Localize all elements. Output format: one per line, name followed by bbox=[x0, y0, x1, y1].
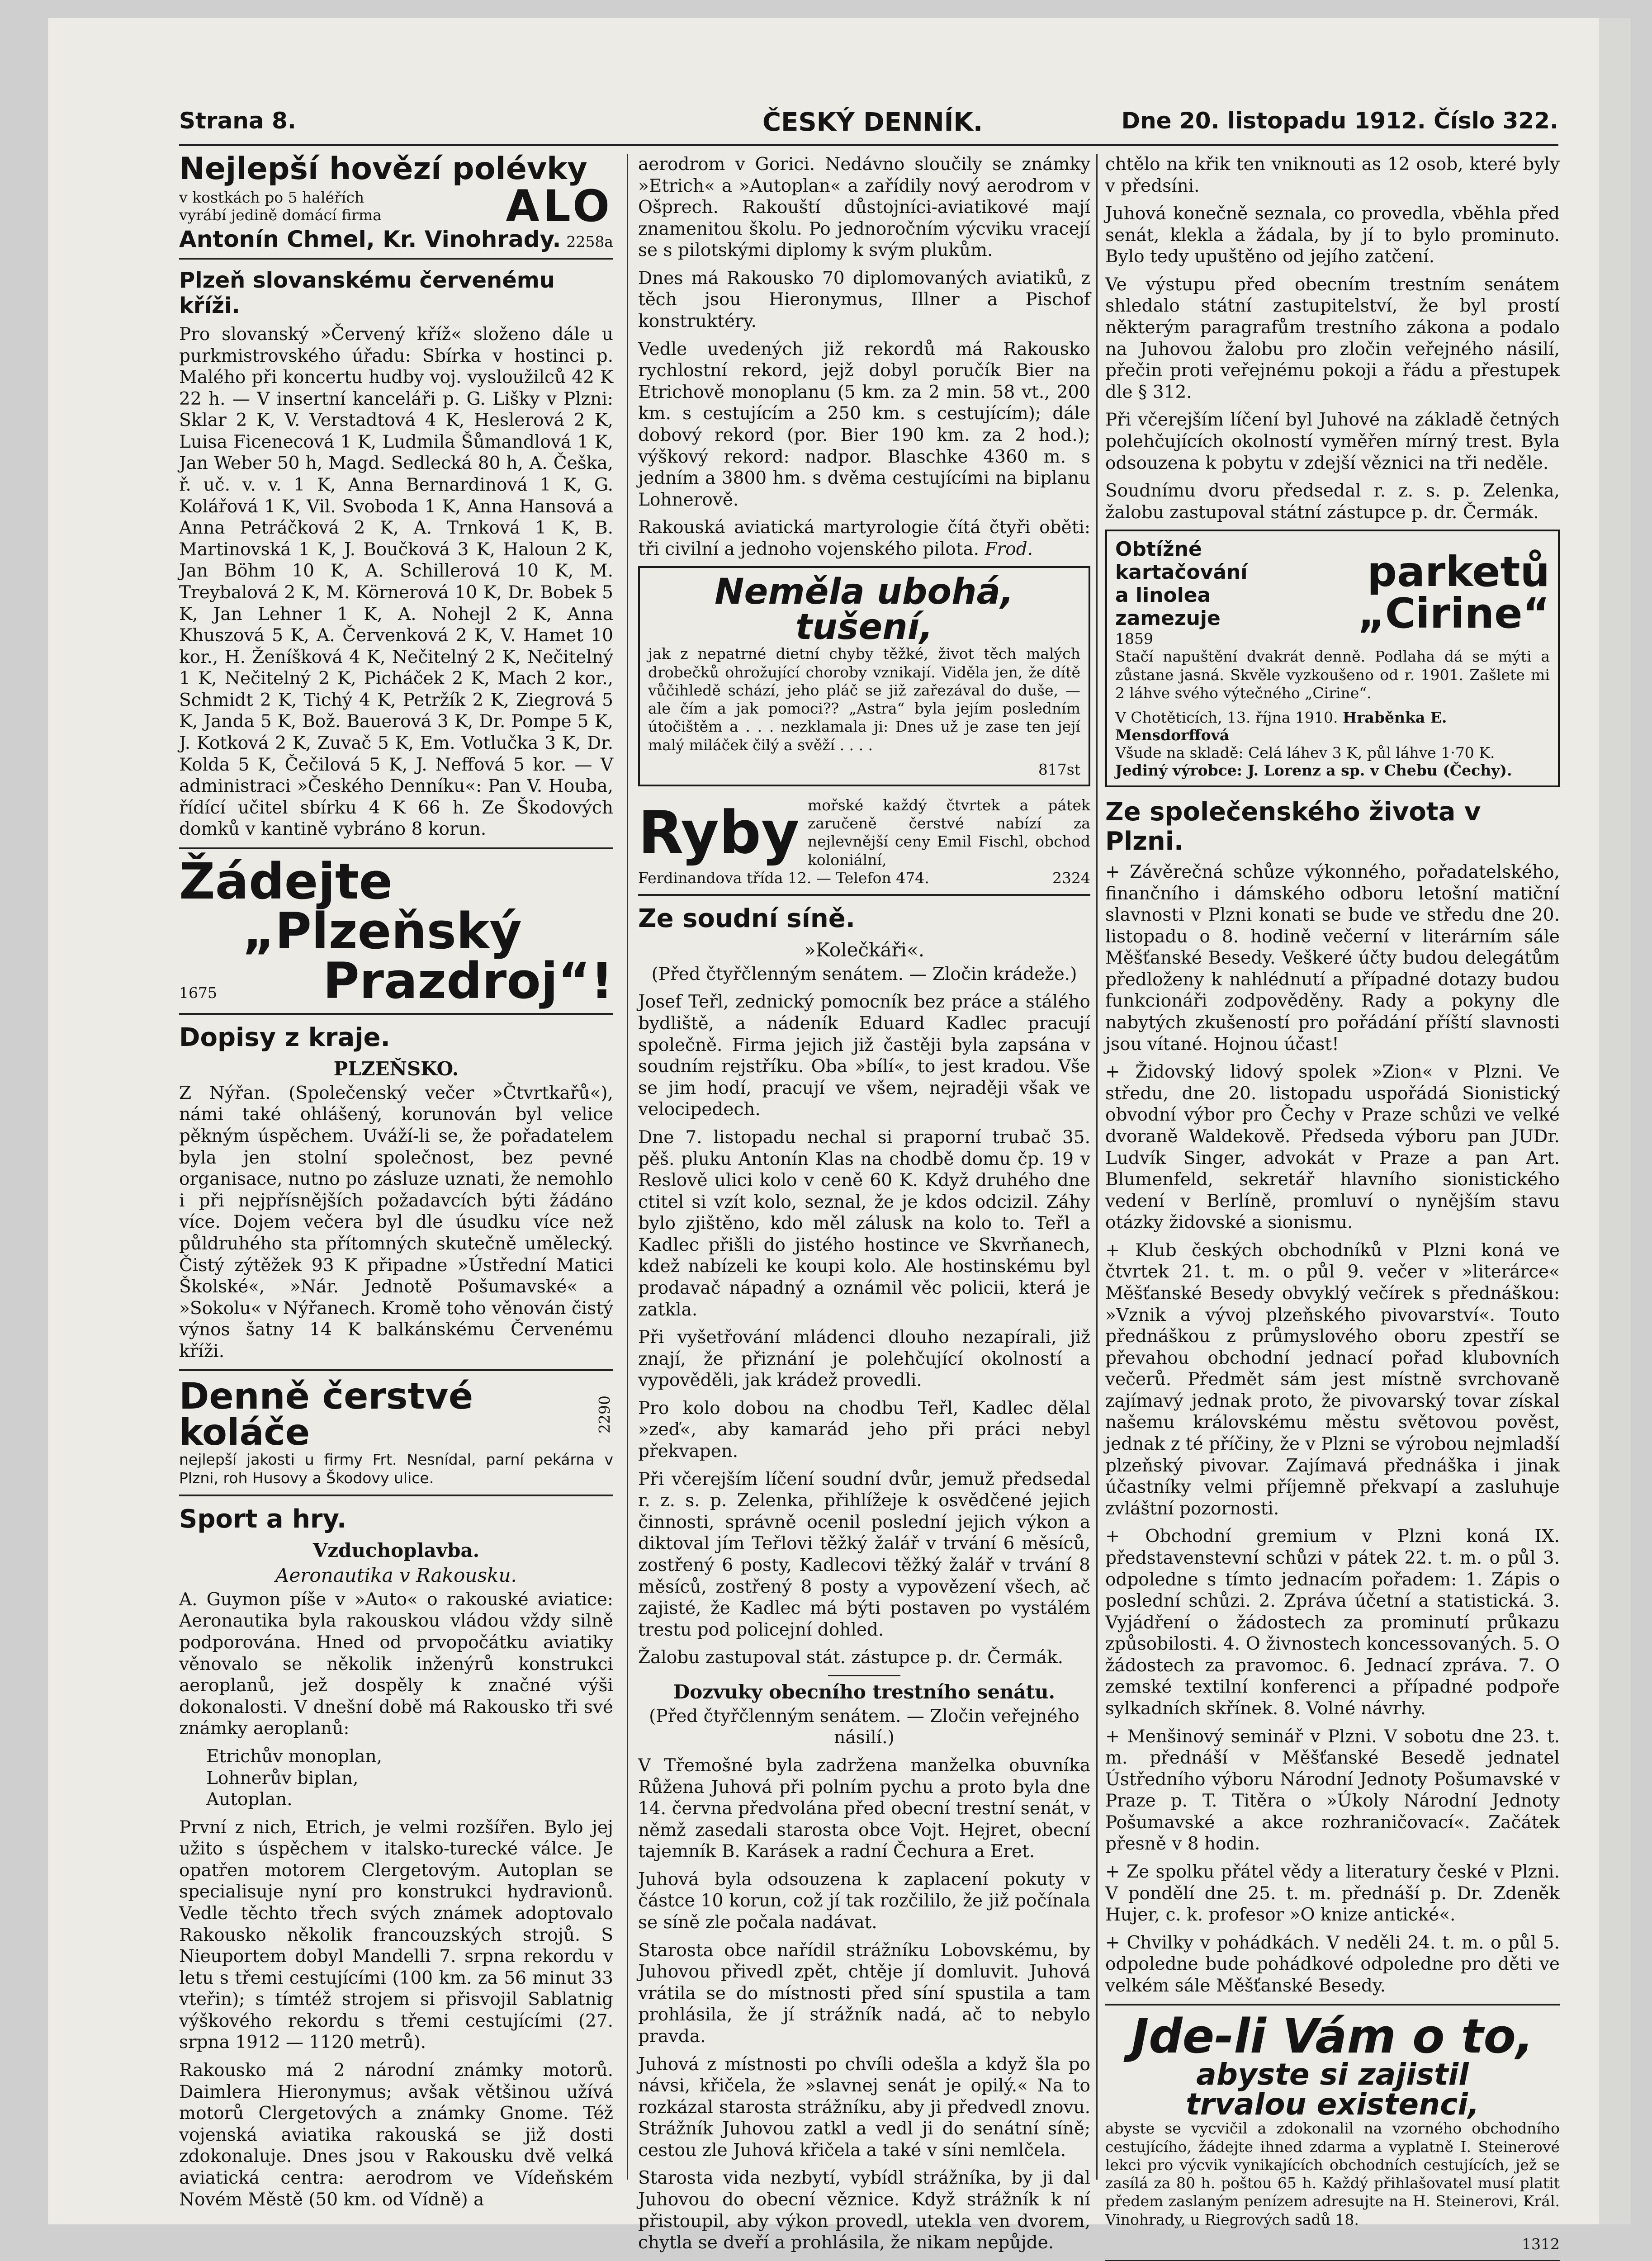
court-paragraph: Juhová byla odsouzena k zaplacení pokuty v částce 10 korun, což jí tak rozčililo, že již počínala se síně zle počala nadávat. bbox=[638, 1869, 1090, 1933]
beer-code: 1675 bbox=[179, 984, 217, 1002]
divider bbox=[638, 894, 1090, 896]
society-paragraph: + Menšinový seminář v Plzni. V sobotu dne 23. t. m. přednáší v Měšťanské Besedě jednatel Ústředního výboru Národní Jednoty Pošumavské v Praze p. T. Titěra o »Úkoly Národní Jednoty Pošumavské a akce rozhraničovací«. Začátek přesně v 8 hodin. bbox=[1105, 1726, 1560, 1854]
alo-advert bbox=[179, 151, 613, 252]
alo-maker: Antonín Chmel, Kr. Vinohrady. bbox=[179, 226, 561, 252]
cirine-place bbox=[1115, 709, 1550, 744]
divider bbox=[179, 258, 613, 260]
column-divider bbox=[627, 154, 628, 2180]
society-paragraph: + Obchodní gremium v Plzni koná IX. představenstevní schůzi v pátek 22. t. m. o půl 3. odpoledne s tímto jednacím pořadem: 1. Zápis o poslední schůzi. 2. Zpráva účetní a statistická. 3. Vyjádření o žádostech za prominutí průkazu způsobilosti. 4. O živnostech koncessovaných. 5. O žádostech za pravomoc. 6. Jednací zpráva. 7. O zemské textilní konferenci a případné podpoře sylkadních skřínek. 8. Volné návrhy. bbox=[1105, 1526, 1560, 1719]
steiner-line1: Jde-li Vám o to, bbox=[1131, 2009, 1534, 2064]
column-2 bbox=[638, 154, 1090, 2253]
divider bbox=[179, 1369, 613, 1371]
aviation-paragraph: Rakousko má 2 národní známky motorů. Daimlera Hieronymus; avšak většinou užívá motorů Clergetových a známky Gnome. Též vojenská aviatika rakouská se již dosti zdokonaluje. Dnes jsou v Rakousku dvě velká aviatická centra: aerodrom ve Vídeňském Novém Městě (50 km. od Vídně) a bbox=[179, 2060, 613, 2210]
steiner-line2: abyste si zajistil bbox=[1196, 2057, 1469, 2092]
society-paragraph: + Klub českých obchodníků v Plzni koná ve čtvrtek 21. t. m. o půl 9. večer v »literárce« Měšťanské Besedy obvyklý večírek s přednáškou: »Vznik a vývoj plzeňského pivovarství«. Touto přednáškou z průmyslového oboru zpestří se převahou obchodní jednací pořad klubovních večerů. Předmět sám jest místně svrchovaně zajímavý jednak proto, že pivovarský tovar získal našemu královskému městu světovou pověst, jednak z té příčiny, že v Plzni se výrobou nejmladší plzeňský pivovar. Zajímavá přednáška i jinak účastníky velmi příjemně překvapí a zasluhuje zvláštní pozornosti. bbox=[1105, 1240, 1560, 1519]
ryby-text: mořské každý čtvrtek a pátek zaručeně čerstvé nabízí za nejlevnější ceny Emil Fischl, obchod koloniální, bbox=[807, 796, 1090, 869]
court-paragraph: Juhová konečně seznala, co provedla, vběhla před senát, klekla a žádala, by jí to bylo prominuto. Bylo tedy upuštěno od jejího zatčení. bbox=[1105, 203, 1560, 267]
astra-code: 817st bbox=[1038, 760, 1080, 778]
header-rule bbox=[179, 144, 1558, 146]
steiner-advert bbox=[1105, 2009, 1560, 2253]
cross-article: Pro slovanský »Červený kříž« složeno dále u purkmistrovského úřadu: Sbírka v hostinci p. Malého při koncertu hudby voj. vysloužilců 42 K 22 h. — V insertní kanceláři p. G. Lišky v Plzni: Sklar 2 K, V. Verstadtová 4 K, Heslerová 2 K, Luisa Ficenecová 1 K, Ludmila Šůmandlová 1 K, Jan Weber 50 h, Magd. Sedlecká 80 h, A. Češka, ř. uč. v. v. 1 K, Anna Bernardinová 1 K, G. Kolářová 1 K, Vil. Svoboda 1 K, Anna Hansová a Anna Petráčková 2 K, A. Trnková 1 K, B. Martinovská 1 K, J. Boučková 3 K, Haloun 2 K, Jan Böhm 10 K, A. Schillerová 10 K, M. Treybalová 2 K, M. Körnerová 10 K, Dr. Bobek 5 K, Jan Lehner 1 K, A. Nohejl 2 K, Anna Khuszová 5 K, A. Červenková 2 K, V. Hamet 10 kor., H. Ženíšková 4 K, Nečitelný 2 K, Nečitelný 1 K, Nečitelný 2 K, Picháček 2 K, Mach 2 kor., Schmidt 2 K, Tichý 4 K, Petržík 2 K, Ziegrová 5 K, Janda 5 K, Bož. Bauerová 3 K, Dr. Pompe 5 K, J. Kotková 2 K, Zuvač 5 K, Em. Votlučka 3 K, Dr. Kolda 5 K, Čečilová 5 K, J. Neffová 5 kor. — V administraci »Českého Denníku«: Pan V. Houba, řídící učitel sbírku 4 K 66 h. Ze Škodových domků v kantině vybráno 8 korun. bbox=[179, 324, 613, 840]
cross-heading: Plzeň slovanskému červenému kříži. bbox=[179, 268, 555, 318]
aviation-paragraph: Vedle uvedených již rekordů má Rakousko rychlostní rekord, jejž dobyl poručík Bier na Etrichově monoplanu (5 km. za 2 min. 58 vt., 200 km. s cestujícím a 250 km. s cestujícím); dále dobový rekord (por. Bier 190 km. za 2 hod.); výškový rekord: nadpor. Blaschke 4360 m. s jedním a 3800 hm. s dvěma cestujícími na biplanu Lohnerově. bbox=[638, 339, 1090, 510]
society-paragraph: + Ze spolku přátel vědy a literatury české v Plzni. V pondělí dne 25. t. m. přednáší p. Dr. Zdeněk Hujer, c. k. profesor »O knize antické«. bbox=[1105, 1862, 1560, 1925]
newspaper-page bbox=[48, 18, 1631, 2253]
divider bbox=[179, 847, 613, 849]
society-paragraph: + Chvilky v pohádkách. V neděli 24. t. m. o půl 5. odpoledne bude pohádkové odpoledne pro děti ve velkém sále Měšťanské Besedy. bbox=[1105, 1932, 1560, 1996]
ryby-advert bbox=[638, 796, 1090, 887]
cirine-maker: Jediný výrobce: J. Lorenz a sp. v Chebu (Čechy). bbox=[1115, 762, 1512, 779]
plane-item: Autoplan. bbox=[206, 1789, 293, 1810]
region-subheading: PLZEŇSKO. bbox=[333, 1057, 459, 1080]
cirine-text: Stačí napuštění dvakrát denně. Podlaha dá se mýti a zůstane jasná. Skvěle vyzkoušeno od r. 1901. Zašlete mi 2 láhve svého výtečného „Cirine“. bbox=[1115, 648, 1550, 702]
column-divider bbox=[1096, 154, 1098, 2180]
divider bbox=[179, 1495, 613, 1496]
court-paragraph: Žalobu zastupoval stát. zástupce p. dr. Čermák. bbox=[638, 1647, 1063, 1668]
article-title: »Kolečkáři«. bbox=[804, 938, 925, 961]
aviation-paragraph: První z nich, Etrich, je velmi rozšířen. Bylo jej užito s úspěchem v italsko-turecké válce. Je opatřen motorem Clergetovým. Autoplan se specialisuje nyní pro konstrukci hydravionů. Vedle těchto třech svých známek adoptovalo Rakousko několik francouzských strojů. S Nieuportem dobyl Mandelli 7. srpna rekordu v letu s třemi cestujícími (100 km. za 56 minut 33 vteřin); s tímtéž strojem si přisvojil Sablatnig výškového rekordu s třemi cestujícími (27. srpna 1912 — 1120 metrů). bbox=[179, 1817, 613, 2053]
plane-item: Lohnerův biplan, bbox=[206, 1768, 359, 1788]
kolace-code: 2290 bbox=[596, 1395, 613, 1434]
cirine-big1: parketů bbox=[1367, 547, 1550, 596]
newspaper-title: ČESKÝ DENNÍK. bbox=[762, 108, 983, 137]
astra-title-line2: tušení, bbox=[795, 607, 933, 648]
beer-line3: Prazdroj“! bbox=[323, 951, 613, 1010]
ryby-address: Ferdinandova třída 12. — Telefon 474. bbox=[638, 869, 929, 887]
court-paragraph: Pro kolo dobou na chodbu Teřl, Kadlec dělal »zeď«, aby kamarád jeho při práci nebyl překvapen. bbox=[638, 1398, 1090, 1462]
cirine-left1: Obtížné kartačování bbox=[1115, 538, 1248, 584]
issue-date: Dne 20. listopadu 1912. Číslo 322. bbox=[1121, 108, 1558, 134]
court-paragraph: Josef Teřl, zednický pomocník bez práce a stálého bydliště, a nádeník Eduard Kadlec pracují společně. Firma jejich již častěji byla zapsána v soudním rejstříku. Oba »bílí«, to jest kradou. Vše se jim hodí, pracují ve všem, nejraději však ve velocipedech. bbox=[638, 992, 1090, 1120]
ryby-code: 2324 bbox=[1052, 869, 1090, 887]
court-paragraph: Starosta obce nařídil strážníku Lobovskému, by Juhovou přivedl zpět, chtěje jí domluvit. Juhová vrátila se do místnosti před síní spustila a tam prohlásila, že jí strážník nadá, ač to nebylo pravda. bbox=[638, 1940, 1090, 2047]
aviation-paragraph: Dnes má Rakousko 70 diplomovaných aviatiků, z těch jsou Hieronymus, Illner a Pischof konstruktéry. bbox=[638, 268, 1090, 332]
kolace-title: Denně čerstvé koláče bbox=[179, 1375, 473, 1454]
court-heading: Ze soudní síně. bbox=[638, 903, 856, 933]
society-paragraph: + Závěrečná schůze výkonného, pořadatelského, finančního i dámského odboru letošní matiční slavnosti v Plzni konati se bude ve středu dne 20. listopadu o 8. hodině večerní v literárním sále Měšťanské Besedy. Veškeré účty budou delegátům předloženy k nahlédnutí a případné dotazy budou funkcionáři zodpověděny. Rady a pokyny dle nabytých zkušeností pro pořádání příští slavnosti jsou vítané. Hojnou účast! bbox=[1105, 862, 1560, 1055]
page-number: Strana 8. bbox=[179, 108, 296, 134]
aviation-paragraph: aerodrom v Gorici. Nedávno sloučily se známky »Etrich« a »Autoplan« a zařídily nový aerodrom v Ošprech. Rakouští důstojníci-aviatikové mají znamenitou školu. Po jednoročním výcviku vracejí se s pilotskými diplomy k svým plukům. bbox=[638, 154, 1090, 261]
steiner-text: abyste se vycvičil a zdokonalil na vzorného obchodního cestujícího, žádejte ihned zdarma a vyplatně I. Steinerové lekci pro výcvik vynikajících obchodních cestujících, jež se zasílá za 80 h. poštou 65 h. Každý přihlašovatel musí platit předem zaslaným penízem adresujte na H. Steinerovi, Král. Vinohrady, u Riegrových sadů 18. bbox=[1105, 2119, 1560, 2228]
short-divider bbox=[828, 1675, 900, 1676]
court-paragraph: chtělo na křik ten vniknouti as 12 osob, které byly v předsíni. bbox=[1105, 154, 1560, 196]
article-signature: Frod. bbox=[985, 539, 1033, 559]
kolace-advert bbox=[179, 1375, 613, 1487]
kolace-text: nejlepší jakosti u firmy Frt. Nesnídal, parní pekárna v Plzni, roh Husovy a Škodovy ulice. bbox=[179, 1451, 613, 1487]
steiner-line3: trvalou existenci, bbox=[1186, 2087, 1479, 2122]
court-paragraph: Při vyšetřování mládenci dlouho nezapírali, již znají, že přiznání je polehčující okolností a vypověděli, jak krádež provedli. bbox=[638, 1327, 1090, 1391]
court-paragraph: Starosta vida nezbytí, vybídl strážníka, by ji dal Juhovou do obecní věznice. Když strážník k ní přistoupil, aby výkon provedl, utekla ven dvorem, chytla se dveří a prohlásila, že nikam nepůjde. bbox=[638, 2168, 1090, 2253]
cirine-big2: „Cirine“ bbox=[1358, 589, 1550, 638]
court-paragraph: V Třemošné byla zadržena manželka obuvníka Růžena Juhová při polním pychu a proto byla dne 14. června předvolána před obecní trestní senát, v němž zasedali starosta obce Vojt. Hejret, obecní tajemník B. Karásek a radní Čechura a Eret. bbox=[638, 1755, 1090, 1862]
alo-title: Nejlepší hovězí polévky bbox=[179, 151, 587, 187]
aviation-paragraph bbox=[638, 517, 1090, 560]
alo-brand: ALO bbox=[506, 181, 613, 232]
article-subtitle: (Před čtyřčlenným senátem. — Zločin krádeže.) bbox=[651, 964, 1077, 984]
court-paragraph: Při včerejším líčení byl Juhové na základě četných polehčujících okolností vyměřen mírný trest. Byla odsouzena k pobytu v zdejší věznici na tři neděle. bbox=[1105, 410, 1560, 473]
alo-line2: vyrábí jedině domácí firma bbox=[179, 206, 382, 224]
cirine-left2: a linolea zamezuje bbox=[1115, 584, 1221, 630]
court-paragraph: Ve výstupu před obecním trestním senátem shledalo státní zastupitelství, že byl prostí některým paragrafům trestního zákona a podalo na Juhovou žalobu pro zločin veřejného násilí, přečin proti veřejnému pokoji a řádu a přestupek dle § 312. bbox=[1105, 274, 1560, 402]
aviation-subheading: Aeronautika v Rakousku. bbox=[275, 1564, 517, 1586]
divider bbox=[1105, 2004, 1560, 2006]
sport-heading: Sport a hry. bbox=[179, 1504, 347, 1534]
article-subtitle: (Před čtyřčlenným senátem. — Zločin veřejného násilí.) bbox=[649, 1706, 1079, 1748]
court-paragraph: Při včerejším líčení soudní dvůr, jemuž předsedal r. z. s. p. Zelenka, přihlížeje k osvědčené jejich činnosti, správně ocenil poslední jejich výkon a diktoval jím Teřlovi těžký žalář v trvání 6 měsíců, zostřený 6 posty, Kadlecovi těžký žalář v trvání 8 měsíců, zostřený 8 posty a vypovězení všech, ač zajisté, že Kadlec má býti postaven po vystálém trestu pod policejní dohled. bbox=[638, 1469, 1090, 1640]
astra-text: jak z nepatrné dietní chyby těžké, život těch malých drobečků ohrožující choroby vznikají. Viděla jen, že dítě vůčihledě schází, jeho pláč se již zařezával do duše, — ale čím a jak pomoci?? „Astra“ byla jejím posledním útočištěm a . . . nezklamala ji: Dnes už je zase ten její malý miláček čilý a svěží . . . . bbox=[648, 645, 1080, 754]
astra-advert bbox=[638, 566, 1090, 786]
society-paragraph: + Židovský lidový spolek »Zion« v Plzni. Ve středu, dne 20. listopadu uspořádá Sionistický obvodní výbor pro Čechy v Praze schůzi ve velké dvoraně Waldekově. Předseda výboru pan JUDr. Ludvík Singer, advokát v Praze a pan Art. Blumenfeld, sekretář hlavního sionistického vedení v Berlíně, promluví o nynějším stavu otázky židovské a sionismu. bbox=[1105, 1062, 1560, 1233]
page-header bbox=[179, 94, 1558, 139]
beer-advert bbox=[179, 852, 613, 1010]
ryby-title: Ryby bbox=[638, 798, 800, 867]
astra-title-line1: Neměla ubohá, bbox=[715, 572, 1014, 613]
divider bbox=[179, 1013, 613, 1015]
aviation-paragraph: A. Guymon píše v »Auto« o rakouské aviatice: Aeronautika byla rakouskou vládou vždy silně podporována. Hned od prvopočátku aviatiky věnovalo se několik inženýrů konstrukci aeroplanů, jež dospěly k značné výši dokonalosti. V dnešní době má Rakousko tři své známky aeroplanů: bbox=[179, 1589, 613, 1739]
column-1 bbox=[179, 151, 613, 2210]
alo-line1: v kostkách po 5 haléřích bbox=[179, 189, 364, 206]
court-paragraph: Soudnímu dvoru předsedal r. z. s. p. Zelenka, žalobu zastupoval státní zástupce p. dr. Čermák. bbox=[1105, 481, 1560, 523]
cirine-sale: Všude na skladě: Celá láhev 3 K, půl láhve 1·70 K. bbox=[1115, 744, 1495, 762]
plane-item: Etrichův monoplan, bbox=[206, 1746, 383, 1767]
cirine-year: 1859 bbox=[1115, 630, 1153, 648]
cirine-advert bbox=[1105, 530, 1560, 787]
alo-code: 2258a bbox=[566, 233, 613, 251]
society-heading: Ze společenského života v Plzni. bbox=[1105, 797, 1481, 856]
cirine-place-text: V Chotěticích, 13. října 1910. bbox=[1115, 709, 1338, 726]
aviation-heading: Vzduchoplavba. bbox=[312, 1539, 480, 1561]
court-paragraph: Dne 7. listopadu nechal si praporní trubač 35. pěš. pluku Antonín Klas na chodbě domu čp. 19 v Reslově ulici kolo v ceně 60 K. Když druhého dne ctitel si vzít kolo, seznal, že je kdos odcizil. Záhy bylo zjištěno, kdo měl zálusk na kolo to. Teřl a Kadlec přišli do jistého hostince ve Skvrňanech, kdež nabízeli ke koupi kolo. Ale hostinskému byl prodavač nápadný a oznámil věc policii, která je zatkla. bbox=[638, 1127, 1090, 1320]
aviation-text: Rakouská aviatická martyrologie čítá čtyři oběti: tři civilní a jednoho vojenského pilota. bbox=[638, 517, 1090, 559]
steiner-code: 1312 bbox=[1522, 2235, 1560, 2253]
region-heading: Dopisy z kraje. bbox=[179, 1022, 390, 1052]
scan-margin bbox=[1599, 18, 1631, 2224]
article-title: Dozvuky obecního trestního senátu. bbox=[673, 1680, 1056, 1703]
beer-line1: Žádejte bbox=[179, 852, 393, 910]
cirine-signature: Hraběnka E. Mensdorffová bbox=[1115, 709, 1447, 744]
court-paragraph: Juhová z místnosti po chvíli odešla a když šla po návsi, křičela, že »slavnej senát je opilý.« Na to rozkázal starosta strážníku, aby ji předvedl znovu. Strážník Juhovou zatkl a vedl ji do senátní síně; cestou zle Juhová křičela a také v síni nemlčela. bbox=[638, 2054, 1090, 2161]
nyrany-article: Z Nýřan. (Společenský večer »Čtvrtkařů«), námi také ohlášený, korunován byl velice pěkným úspěchem. Uváží-li se, že pořadatelem byla jen stolní společnost, bez pevné organisace, nutno po zásluze uznati, že nemohlo i při nejpřísnějších požadavcích býti žádáno více. Dojem večera byl dle úsudku více než půldruhého sta přítomných skutečně umělecký. Čistý zýtěžek 93 K připadne »Ústřední Matici Školské«, »Nár. Jednotě Pošumavské« a »Sokolu« v Nýřanech. Kromě toho věnován čistý výnos šatny 14 K balkánskému Červenému kříži. bbox=[179, 1083, 613, 1362]
column-3 bbox=[1105, 154, 1560, 2253]
beer-line2: „Plzeňský bbox=[242, 902, 522, 960]
